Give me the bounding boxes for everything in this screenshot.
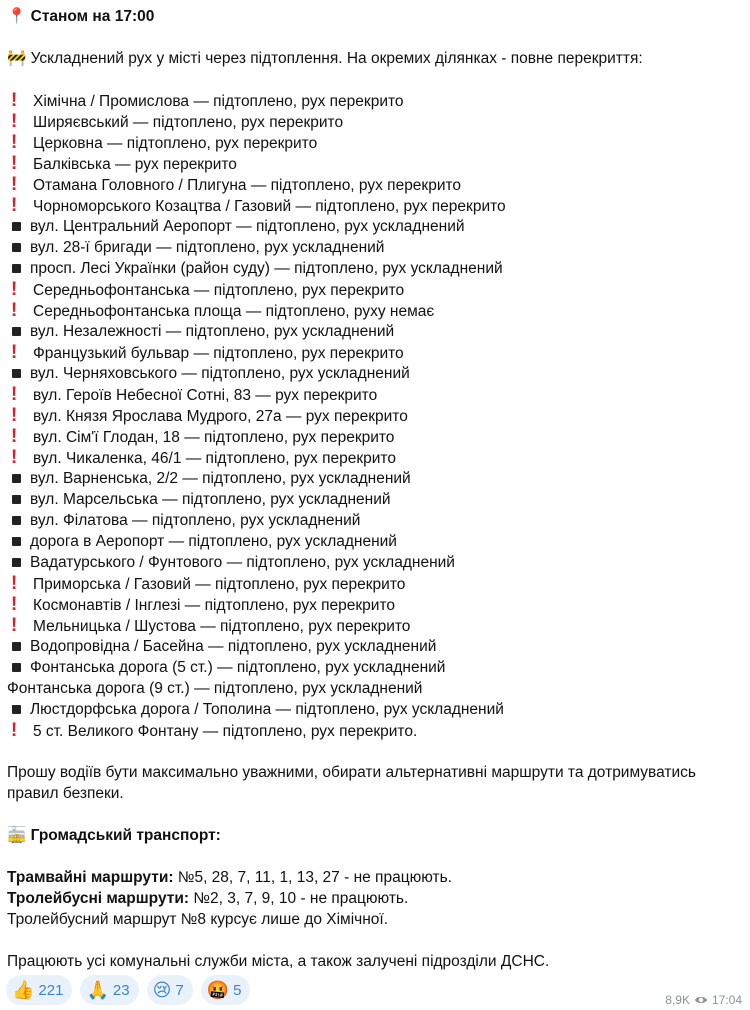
- black-square-icon: [12, 705, 21, 714]
- list-item: [7, 657, 744, 678]
- list-item: [7, 90, 744, 111]
- list-item: [7, 426, 744, 447]
- list-item: [7, 678, 744, 699]
- praying-hands-icon: 🙏: [86, 979, 109, 1000]
- list-item-text: Приморська / Газовий — підтоплено, рух перекрито: [33, 576, 406, 593]
- list-item: [7, 363, 744, 384]
- transport-header: [7, 825, 744, 846]
- exclamation-icon: !: [11, 447, 18, 468]
- list-item-text: Французький бульвар — підтоплено, рух перекрито: [33, 345, 404, 362]
- list-item: [7, 132, 744, 153]
- list-item-text: Церковна — підтоплено, рух перекрито: [33, 135, 318, 152]
- exclamation-icon: !: [11, 384, 18, 405]
- black-square-icon: [12, 243, 21, 252]
- list-item-text: вул. Черняховського — підтоплено, рух ускладнений: [30, 365, 410, 382]
- tram-icon: 🚋: [7, 827, 27, 844]
- black-square-icon: [12, 495, 21, 504]
- list-item: [7, 384, 744, 405]
- list-item: [7, 216, 744, 237]
- reaction-button[interactable]: [147, 975, 193, 1005]
- exclamation-icon: !: [11, 342, 18, 363]
- list-item: [7, 531, 744, 552]
- reactions-bar: [6, 975, 250, 1005]
- exclamation-icon: !: [11, 300, 18, 321]
- list-item-text: Середньофонтанська — підтоплено, рух перекрито: [33, 282, 405, 299]
- list-item-text: вул. Князя Ярослава Мудрого, 27а — рух перекрито: [33, 408, 408, 425]
- list-item-text: Мельницька / Шустова — підтоплено, рух перекрито: [33, 618, 411, 635]
- appeal-line-1: Прошу водіїв бути максимально уважними, обирати альтернативні маршрути та дотримуватись: [7, 764, 696, 781]
- exclamation-icon: !: [11, 720, 18, 741]
- list-item-text: Середньофонтанська площа — підтоплено, руху немає: [33, 303, 435, 320]
- list-item: [7, 174, 744, 195]
- list-item-text: вул. Незалежності — підтоплено, рух ускладнений: [30, 323, 395, 340]
- road-list: [7, 90, 744, 741]
- list-item: [7, 699, 744, 720]
- trolley-label: Тролейбусні маршрути:: [7, 890, 190, 907]
- list-item: [7, 573, 744, 594]
- reaction-button[interactable]: [80, 975, 138, 1005]
- list-item: [7, 111, 744, 132]
- list-item: [7, 342, 744, 363]
- intro-text: Ускладнений рух у місті через підтоплення. На окремих ділянках - повне перекриття:: [30, 50, 643, 67]
- black-square-icon: [12, 369, 21, 378]
- list-item-text: дорога в Аеропорт — підтоплено, рух ускладнений: [30, 533, 397, 550]
- eye-icon: [694, 995, 708, 1005]
- exclamation-icon: !: [11, 279, 18, 300]
- exclamation-icon: !: [11, 90, 18, 111]
- black-square-icon: [12, 327, 21, 336]
- black-square-icon: [12, 222, 21, 231]
- list-item-text: вул. Філатова — підтоплено, рух ускладнений: [30, 512, 361, 529]
- list-item: [7, 447, 744, 468]
- list-item-text: вул. Героїв Небесної Сотні, 83 — рух перекрито: [33, 387, 378, 404]
- list-item: [7, 552, 744, 573]
- list-item: [7, 594, 744, 615]
- list-item: [7, 510, 744, 531]
- trolley-text: №2, 3, 7, 9, 10 - не працюють.: [189, 890, 409, 907]
- list-item: [7, 195, 744, 216]
- black-square-icon: [12, 558, 21, 567]
- reaction-count: 23: [112, 981, 130, 999]
- tram-label: Трамвайні маршрути:: [7, 869, 174, 886]
- list-item: [7, 489, 744, 510]
- list-item-text: вул. 28-ї бригади — підтоплено, рух ускладнений: [30, 239, 385, 256]
- list-item-text: Фонтанська дорога (5 ст.) — підтоплено, рух ускладнений: [30, 659, 446, 676]
- list-item-text: Фонтанська дорога (9 ст.) — підтоплено, рух ускладнений: [7, 680, 423, 697]
- reaction-count: 5: [233, 981, 242, 999]
- exclamation-icon: !: [11, 174, 18, 195]
- trolley-routes: [7, 888, 744, 909]
- list-item: [7, 468, 744, 489]
- list-item: [7, 615, 744, 636]
- exclamation-icon: !: [11, 615, 18, 636]
- black-square-icon: [12, 642, 21, 651]
- list-item-text: Водопровідна / Басейна — підтоплено, рух ускладнений: [30, 638, 437, 655]
- list-item-text: Отамана Головного / Плигуна — підтоплено, рух перекрито: [33, 177, 462, 194]
- closing-text: Працюють усі комунальні служби міста, а також залучені підрозділи ДСНС.: [7, 953, 550, 970]
- trolley-8-note: Тролейбусний маршрут №8 курсує лише до Хімічної.: [7, 911, 389, 928]
- black-square-icon: [12, 663, 21, 672]
- crying-face-icon: 😢: [152, 979, 172, 1000]
- list-item-text: Люстдорфська дорога / Тополина — підтоплено, рух ускладнений: [30, 701, 504, 718]
- list-item: [7, 300, 744, 321]
- message-meta: [665, 993, 742, 1007]
- list-item: [7, 237, 744, 258]
- list-item: [7, 153, 744, 174]
- status-header: [7, 6, 744, 27]
- tram-routes: [7, 867, 744, 888]
- exclamation-icon: !: [11, 405, 18, 426]
- list-item-text: Чорноморського Козацтва / Газовий — підтоплено, рух перекрито: [33, 198, 506, 215]
- reaction-count: 7: [175, 981, 184, 999]
- appeal-line-2: правил безпеки.: [7, 785, 124, 802]
- message-bubble: [7, 6, 744, 972]
- list-item-text: Хімічна / Промислова — підтоплено, рух перекрито: [33, 93, 404, 110]
- exclamation-icon: !: [11, 573, 18, 594]
- pin-icon: 📍: [7, 8, 27, 25]
- list-item: [7, 720, 744, 741]
- cursing-face-icon: 🤬: [206, 979, 230, 1000]
- exclamation-icon: !: [11, 111, 18, 132]
- tram-text: №5, 28, 7, 11, 1, 13, 27 - не працюють.: [173, 869, 452, 886]
- reaction-button[interactable]: [6, 975, 72, 1005]
- list-item-text: вул. Чикаленка, 46/1 — підтоплено, рух перекрито: [33, 450, 396, 467]
- list-item-text: Балківська — рух перекрито: [33, 156, 237, 173]
- thumbs-up-icon: 👍: [12, 979, 35, 1000]
- list-item: [7, 321, 744, 342]
- list-item-text: Космонавтів / Інглезі — підтоплено, рух перекрито: [33, 597, 396, 614]
- list-item-text: вул. Центральний Аеропорт — підтоплено, рух ускладнений: [30, 218, 465, 235]
- black-square-icon: [12, 516, 21, 525]
- list-item: [7, 279, 744, 300]
- exclamation-icon: !: [11, 132, 18, 153]
- list-item-text: вул. Марсельська — підтоплено, рух ускладнений: [30, 491, 391, 508]
- list-item-text: Вадатурського / Фунтового — підтоплено, рух ускладнений: [30, 554, 455, 571]
- reaction-count: 221: [38, 981, 64, 999]
- view-count: 8,9K: [665, 993, 690, 1007]
- list-item-text: просп. Лесі Українки (район суду) — підтоплено, рух ускладнений: [30, 260, 503, 277]
- exclamation-icon: !: [11, 426, 18, 447]
- black-square-icon: [12, 474, 21, 483]
- transport-title: Громадський транспорт:: [30, 827, 221, 844]
- construction-icon: 🚧: [7, 50, 27, 67]
- list-item-text: 5 ст. Великого Фонтану — підтоплено, рух перекрито.: [33, 723, 418, 740]
- status-title: Станом на 17:00: [30, 8, 155, 25]
- exclamation-icon: !: [11, 153, 18, 174]
- exclamation-icon: !: [11, 195, 18, 216]
- list-item: [7, 258, 744, 279]
- list-item-text: Ширяєвський — підтоплено, рух перекрито: [33, 114, 344, 131]
- message-time: 17:04: [711, 993, 742, 1007]
- black-square-icon: [12, 264, 21, 273]
- list-item: [7, 636, 744, 657]
- reaction-button[interactable]: [201, 975, 251, 1005]
- intro-line: [7, 48, 744, 69]
- list-item-text: вул. Сім'ї Глодан, 18 — підтоплено, рух перекрито: [33, 429, 395, 446]
- black-square-icon: [12, 537, 21, 546]
- exclamation-icon: !: [11, 594, 18, 615]
- list-item: [7, 405, 744, 426]
- list-item-text: вул. Варненська, 2/2 — підтоплено, рух ускладнений: [30, 470, 411, 487]
